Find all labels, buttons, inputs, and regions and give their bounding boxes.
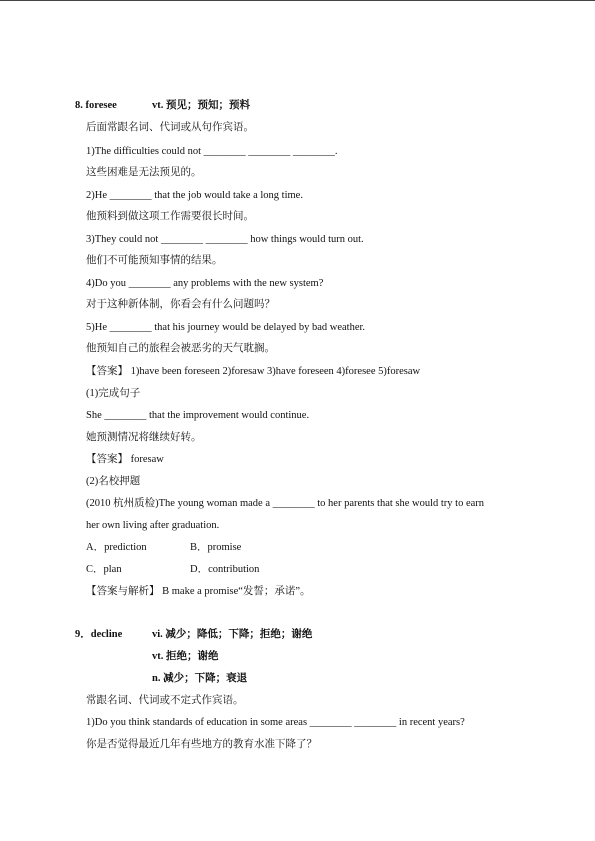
example-en: 5)He ________ that his journey would be delayed by bad weather. bbox=[86, 322, 366, 333]
part-of-speech: vt. 拒绝；谢绝 bbox=[152, 651, 219, 662]
entry-decline-heading bbox=[75, 628, 122, 642]
usage-note: 常跟名词、代词或不定式作宾语。 bbox=[86, 695, 244, 706]
example-en: 1)The difficulties could not ________ ________ ________. bbox=[86, 146, 338, 157]
section-title: (2)名校押题 bbox=[86, 476, 141, 487]
answer-explanation: 【答案与解析】 B make a promise“发誓；承诺”。 bbox=[86, 586, 311, 597]
question-line: her own living after graduation. bbox=[86, 520, 220, 531]
option-b: B．promise bbox=[190, 542, 242, 553]
top-rule bbox=[0, 0, 595, 1]
part-of-speech: n. 减少；下降；衰退 bbox=[152, 673, 248, 684]
option-c: C．plan bbox=[86, 564, 122, 575]
headword: 9．decline bbox=[75, 629, 123, 640]
example-zh: 他预知自己的旅程会被恶劣的天气耽搁。 bbox=[86, 343, 275, 354]
answer: 【答案】 1)have been foreseen 2)foresaw 3)have foreseen 4)foresee 5)foresaw bbox=[86, 366, 421, 377]
example-zh: 他预料到做这项工作需要很长时间。 bbox=[86, 211, 254, 222]
option-a: A．prediction bbox=[86, 542, 147, 553]
example-zh: 对于这种新体制，你看会有什么问题吗？ bbox=[86, 299, 275, 310]
example-en: 3)They could not ________ ________ how things would turn out. bbox=[86, 234, 364, 245]
option-d: D．contribution bbox=[190, 564, 260, 575]
exercise-en: She ________ that the improvement would continue. bbox=[86, 410, 310, 421]
question-line: (2010 杭州质检)The young woman made a ________ to her parents that she would try to earn bbox=[86, 498, 485, 509]
part-of-speech: vt. 预见；预知；预料 bbox=[152, 100, 250, 111]
example-zh: 你是否觉得最近几年有些地方的教育水准下降了？ bbox=[86, 739, 317, 750]
entry-foresee-heading bbox=[75, 99, 117, 113]
usage-note: 后面常跟名词、代词或从句作宾语。 bbox=[86, 122, 254, 133]
example-zh: 他们不可能预知事情的结果。 bbox=[86, 255, 223, 266]
exercise-zh: 她预测情况将继续好转。 bbox=[86, 432, 202, 443]
example-en: 1)Do you think standards of education in some areas ________ ________ in recent years? bbox=[86, 717, 465, 728]
answer: 【答案】 foresaw bbox=[86, 454, 164, 465]
headword: 8. foresee bbox=[75, 100, 117, 111]
section-title: (1)完成句子 bbox=[86, 388, 141, 399]
example-en: 2)He ________ that the job would take a long time. bbox=[86, 190, 303, 201]
part-of-speech: vi. 减少；降低；下降；拒绝；谢绝 bbox=[152, 629, 313, 640]
example-en: 4)Do you ________ any problems with the new system? bbox=[86, 278, 324, 289]
example-zh: 这些困难是无法预见的。 bbox=[86, 167, 202, 178]
